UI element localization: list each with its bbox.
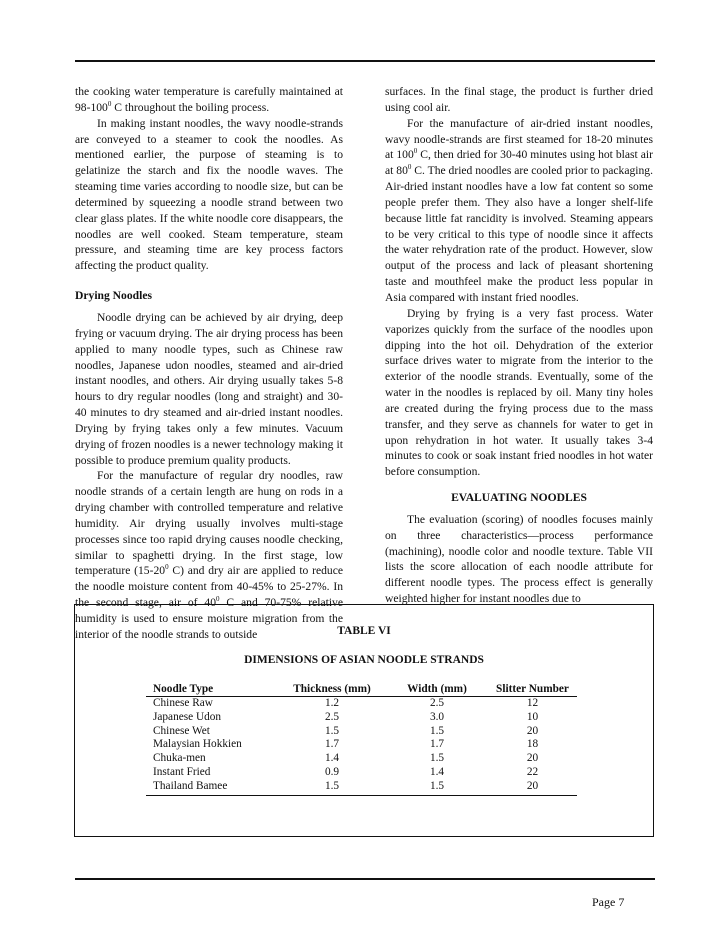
page-number: Page 7 — [592, 895, 625, 909]
column-header: Width (mm) — [386, 681, 488, 697]
table-label: TABLE VI — [337, 625, 391, 637]
dimensions-table — [146, 681, 577, 796]
header-rule — [75, 60, 655, 62]
table-cell: 12 — [526, 697, 539, 709]
table-cell: 20 — [526, 752, 539, 765]
table-cell: Japanese Udon — [153, 710, 222, 723]
table-cell: 10 — [526, 710, 539, 723]
table-row — [146, 725, 577, 739]
section-title: EVALUATING NOODLES — [451, 491, 587, 505]
table-cell: 20 — [526, 724, 539, 737]
table-cell: Chinese Raw — [153, 697, 213, 709]
table-cell: 0.9 — [324, 765, 340, 778]
paragraph: For the manufacture of regular dry noodles, raw noodle strands of a certain length are hung on rods in a drying chamber with controlled temperature and relative humidity. Air drying usually involves multi-stage processes since too rapid drying causes noodle checking, similar to spaghetti drying. In the first stage, low temperature ($15-20^0$ C) and dry air are applied to reduce the noodle moisture content from 40-45% to 25-27%. In the second stage, air of $40^0$ C and 70-75% relative humidity is used to ensure moisture migration from the interior of the noodle strands to outside — [75, 469, 344, 641]
table-row — [146, 738, 577, 752]
table-title: DIMENSIONS OF ASIAN NOODLE STRANDS — [244, 654, 484, 666]
paragraph: surfaces. In the final stage, the product is further dried using cool air. — [385, 85, 653, 114]
table-row — [146, 780, 577, 795]
table-row — [146, 711, 577, 725]
column-header: Thickness (mm) — [278, 681, 386, 697]
table-cell: Thailand Bamee — [146, 780, 278, 795]
paragraph: The evaluation (scoring) of noodles focuses mainly on three characteristics—process performance (machining), noodle color and noodle texture. Table VII lists the score allocation of each noodle attribute for different noodle types. The process effect is generally weighted higher for instant noodles due to — [385, 512, 653, 606]
table-cell: 22 — [526, 765, 539, 778]
table-header-row — [146, 681, 577, 697]
table-cell: Chinese Wet — [153, 724, 210, 737]
column-header: Slitter Number — [488, 681, 577, 697]
table-cell: 2.5 — [429, 697, 445, 709]
footer-rule — [75, 878, 655, 880]
table-cell: 1.5 — [386, 780, 488, 795]
table-cell: 1.4 — [429, 765, 445, 778]
table-cell: Malaysian Hokkien — [153, 738, 242, 751]
section-heading: Drying Noodles — [75, 289, 152, 303]
table-cell: 3.0 — [429, 710, 445, 723]
paragraph: For the manufacture of air-dried instant noodles, wavy noodle-strands are first steamed for 18-20 minutes at $100^0$ C, then dried for 30-40 minutes using hot blast air at $80^0$ C. The dried noodles are cooled prior to packaging. Air-dried instant noodles have a low fat content so some people prefer them. They also have a longer shelf-life because little fat rancidity is involved. Steaming appears to be very critical to this type of noodle since it affects the water rehydration rate of the product. However, slow output of the process and lack of pleasant shortening taste and mouthfeel make the product less popular in Asia compared with instant fried noodles. — [385, 116, 654, 304]
table-cell: Instant Fried — [153, 765, 211, 778]
table-cell: 18 — [526, 738, 539, 751]
table-cell: 1.5 — [429, 752, 445, 765]
right-column — [385, 84, 653, 607]
table-cell: 1.5 — [429, 724, 445, 737]
table-cell: 1.5 — [278, 780, 386, 795]
table-cell: 1.4 — [324, 752, 340, 765]
left-column — [75, 84, 343, 643]
table-cell: 20 — [488, 780, 577, 795]
table-cell: 1.2 — [324, 697, 340, 709]
column-header: Noodle Type — [146, 681, 278, 697]
table-cell: 1.7 — [429, 738, 445, 751]
table-frame — [74, 604, 654, 837]
table-cell: Chuka-men — [153, 752, 206, 765]
table-row — [146, 766, 577, 780]
paragraph: Drying by frying is a very fast process. Water vaporizes quickly from the surface of the noodles upon dipping into the hot oil. Dehydration of the exterior surface drives water to migrate from the interior to the exterior of the noodle strands. Eventually, some of the water in the noodles is replaced by oil. Many tiny holes are created during the frying process due to the mass transfer, and they serve as channels for water to get in upon rehydration in hot water. It usually takes 3-4 minutes to cook or soak instant fried noodles in hot water before consumption. — [385, 306, 653, 479]
table-row — [146, 752, 577, 766]
table-cell: 2.5 — [324, 710, 340, 723]
paragraph: In making instant noodles, the wavy noodle-strands are conveyed to a steamer to cook the noodles. As mentioned earlier, the purpose of steaming is to gelatinize the starch and fix the noodle waves. The steaming time varies according to noodle size, but can be determined by squeezing a noodle strand between two clear glass plates. If the white noodle core disappears, the noodles are well cooked. Steam temperature, steam pressure, and steaming time are key process factors affecting the product quality. — [75, 116, 343, 273]
table-row — [146, 697, 577, 711]
table-cell: 1.7 — [324, 738, 340, 751]
table-cell: 1.5 — [324, 724, 340, 737]
paragraph: the cooking water temperature is carefully maintained at $98-100^0$ C throughout the boiling process. — [75, 85, 343, 114]
paragraph: Noodle drying can be achieved by air drying, deep frying or vacuum drying. The air drying process has been applied to many noodle types, such as Chinese raw noodles, Japanese udon noodles, steamed and air-dried instant noodles, and others. Air drying usually takes 5-8 hours to dry regular noodles (long and straight) and 30-40 minutes to dry steamed and air-dried instant noodles. Drying by frying takes only a few minutes. Vacuum drying of frozen noodles is a newer technology making it possible to produce premium quality products. — [75, 310, 343, 467]
